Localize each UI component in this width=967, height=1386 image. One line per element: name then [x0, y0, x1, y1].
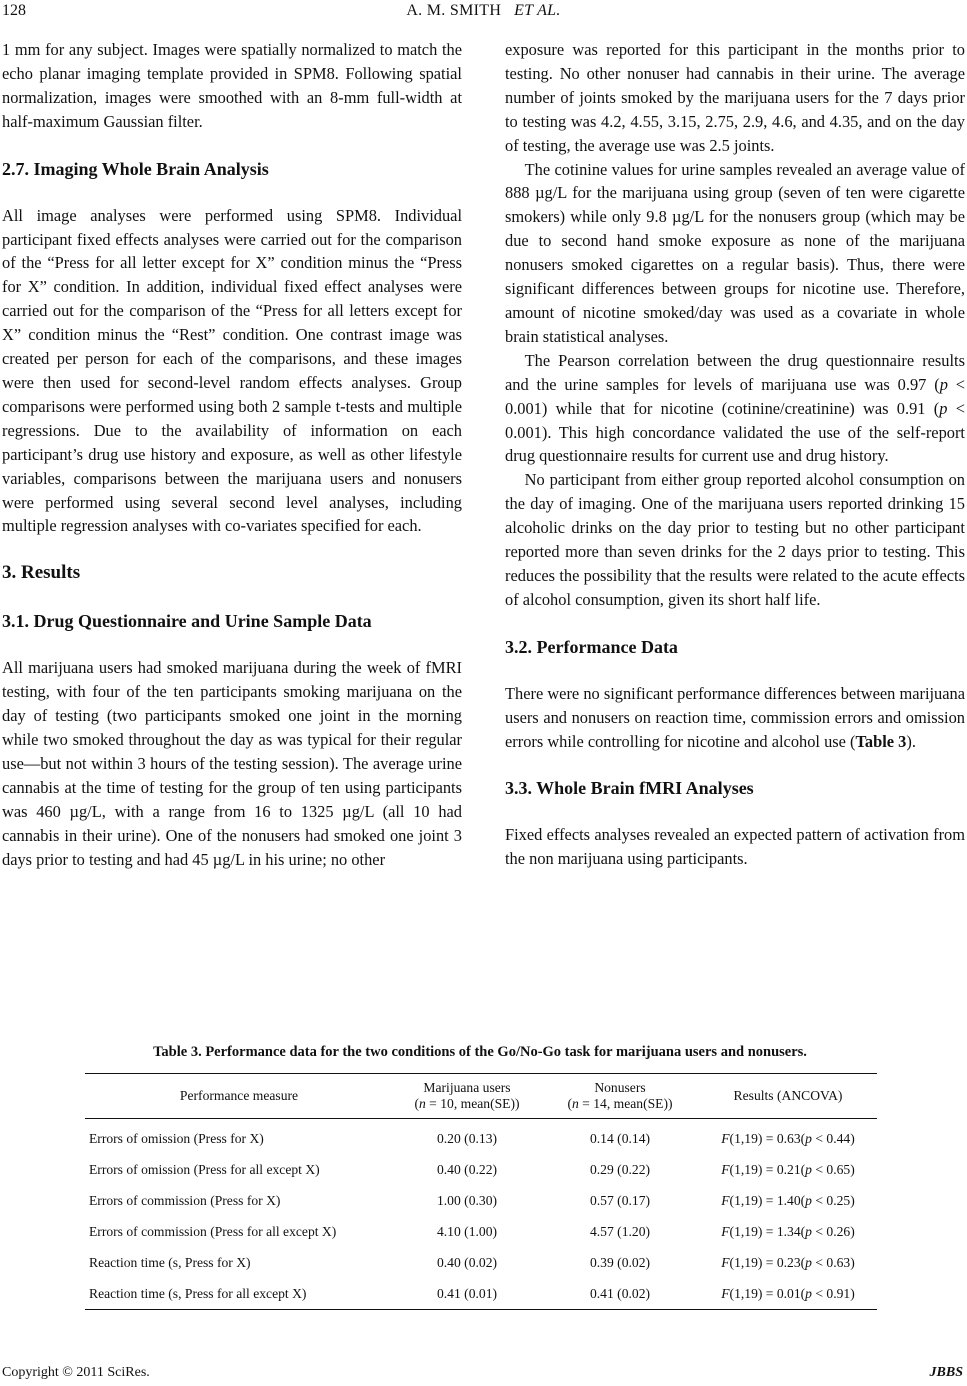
pearson-p2: p	[939, 398, 948, 418]
header-users-line2: = 10, mean(SE))	[425, 1096, 520, 1111]
perf-text-b: ).	[906, 731, 916, 751]
right-column	[505, 38, 965, 871]
cell-results	[699, 1247, 877, 1278]
cell-results-F: F	[721, 1254, 730, 1270]
cell-results-F: F	[721, 1161, 730, 1177]
cell-results-stat: (1,19) = 0.63(	[729, 1130, 806, 1146]
cell-results-p: p	[805, 1285, 812, 1301]
header-users: Marijuana users (n = 10, mean(SE))	[414, 1080, 520, 1111]
pearson-text-b: < 0.001) while that for nicotine (cotinine/creatinine) was 0.91 (	[505, 374, 965, 418]
table-row	[85, 1247, 877, 1278]
cell-nonusers: 0.41 (0.02)	[589, 1285, 651, 1301]
cell-results	[699, 1185, 877, 1216]
table-row	[85, 1154, 877, 1185]
cell-users: 0.40 (0.02)	[436, 1254, 498, 1270]
cell-results-p: p	[805, 1130, 812, 1146]
cell-results-pval: < 0.44)	[811, 1130, 855, 1146]
performance-table	[85, 1073, 877, 1310]
cell-results-stat: (1,19) = 0.01(	[729, 1285, 806, 1301]
cell-results-F: F	[721, 1223, 730, 1239]
header-results: Results (ANCOVA)	[733, 1088, 843, 1103]
header-measure: Performance measure	[179, 1088, 299, 1103]
cell-results	[699, 1278, 877, 1310]
perf-text-a: There were no significant performance differences between marijuana users and nonusers on reaction time, commission errors and omission errors while controlling for nicotine and alcohol use (	[505, 683, 965, 751]
cell-results-F: F	[721, 1130, 730, 1146]
paragraph-intro: 1 mm for any subject. Images were spatially normalized to match the echo planar imaging template provided in SPM8. Following spatial normalization, images were smoothed with an 8-mm full-width at half-maximum Gaussian filter.	[2, 40, 462, 131]
left-column	[2, 38, 462, 871]
table-caption: Table 3. Performance data for the two conditions of the Go/No-Go task for marijuana users and nonusers.	[153, 1044, 807, 1060]
paragraph-alcohol: No participant from either group reported alcohol consumption on the day of imaging. One of the marijuana users reported drinking 15 alcoholic drinks on the day prior to testing but no other participant reported more than seven drinks for the 2 days prior to testing. This reduces the possibility that the results were related to the acute effects of alcohol consumption, given its short half life.	[505, 470, 965, 609]
paragraph-3-3: Fixed effects analyses revealed an expected pattern of activation from the non marijuana using participants.	[505, 825, 965, 869]
page-number: 128	[2, 2, 26, 19]
cell-nonusers: 0.39 (0.02)	[589, 1254, 651, 1270]
pearson-text-c: < 0.001). This high concordance validated the use of the self-report drug questionnaire results for current use and drug history.	[505, 398, 966, 466]
header-nonusers-line2: = 14, mean(SE))	[578, 1096, 673, 1111]
pearson-p1: p	[939, 374, 948, 394]
header-users-line1: Marijuana users	[423, 1080, 511, 1095]
cell-nonusers: 4.57 (1.20)	[589, 1223, 651, 1239]
pearson-text-a: The Pearson correlation between the drug questionnaire results and the urine samples for levels of marijuana use was 0.97 (	[505, 350, 965, 394]
cell-users: 4.10 (1.00)	[436, 1223, 498, 1239]
paragraph-3-1: All marijuana users had smoked marijuana during the week of fMRI testing, with four of the ten participants smoking marijuana on the day of testing (two participants smoked one joint in the morning while two smoked throughout the day as was typical for their regular use―but not within 3 hours of the testing session). The average urine cannabis at the time of testing for the group of ten using participants was 460 µg/L, with a range from 16 to 1325 µg/L (all 10 had cannabis in their urine). One of the nonusers had smoked one joint 3 days prior to testing and had 45 µg/L in his urine; no other	[2, 658, 462, 869]
table-3-reference[interactable]: Table 3	[855, 731, 907, 751]
cell-users: 0.20 (0.13)	[436, 1130, 498, 1146]
table-3	[85, 1044, 877, 1310]
running-head	[0, 2, 967, 20]
paragraph-2-7: All image analyses were performed using SPM8. Individual participant fixed effects analyses were carried out for the comparison of the “Press for all letter except for X” condition minus the “Press for X” condition. In addition, individual fixed effect analyses were carried out for the comparison of the “Press for all letters except for X” condition minus the “Rest” condition. One contrast image was created per person for each of the comparisons, and these images were then used for second-level random effects analyses. Group comparisons were performed using both 2 sample t-tests and multiple regressions. Due to the availability of information on each participant’s drug use history and exposure, as well as other lifestyle variables, comparisons between the marijuana users and nonusers were performed using several second level analyses, including multiple regression analyses with co-variates specified for each.	[2, 205, 462, 536]
cell-results	[699, 1119, 877, 1155]
heading-3-1: 3.1. Drug Questionnaire and Urine Sample Data	[2, 611, 372, 632]
cell-results-p: p	[805, 1161, 812, 1177]
cell-results-pval: < 0.91)	[811, 1285, 855, 1301]
paragraph-cotinine: The cotinine values for urine samples revealed an average value of 888 µg/L for the marijuana using group (seven of ten were cigarette smokers) while only 9.8 µg/L for the nonusers group (which may be due to second hand smoke exposure as none of the marijuana nonusers smoked cigarettes on a regular basis). Thus, there were significant differences between groups for nicotine use. Therefore, amount of nicotine smoked/day was used as a covariate in whole brain statistical analyses.	[505, 159, 965, 346]
cell-results-stat: (1,19) = 0.21(	[729, 1161, 806, 1177]
cell-results-F: F	[721, 1192, 730, 1208]
cell-results-p: p	[805, 1254, 812, 1270]
cell-results-pval: < 0.63)	[811, 1254, 855, 1270]
cell-measure: Errors of commission (Press for X)	[89, 1192, 281, 1208]
cell-measure: Errors of commission (Press for all except X)	[89, 1223, 337, 1239]
cell-nonusers: 0.29 (0.22)	[589, 1161, 651, 1177]
header-nonusers-line1: Nonusers	[594, 1080, 646, 1095]
table-row	[85, 1119, 877, 1155]
paragraph-3-2	[505, 682, 965, 754]
cell-measure: Reaction time (s, Press for all except X)	[89, 1285, 307, 1301]
cell-results-p: p	[805, 1192, 812, 1208]
table-row	[85, 1278, 877, 1310]
cell-measure: Errors of omission (Press for X)	[89, 1130, 264, 1146]
cell-results	[699, 1216, 877, 1247]
heading-3-2: 3.2. Performance Data	[505, 636, 678, 657]
cell-results-stat: (1,19) = 1.40(	[729, 1192, 806, 1208]
running-head-authors: A. M. SMITH	[406, 2, 502, 19]
cell-results-stat: (1,19) = 1.34(	[729, 1223, 806, 1239]
cell-nonusers: 0.14 (0.14)	[589, 1130, 651, 1146]
cell-results-p: p	[805, 1223, 812, 1239]
header-users-n: n	[418, 1096, 426, 1111]
cell-measure: Errors of omission (Press for all except X)	[89, 1161, 320, 1177]
table-row	[85, 1216, 877, 1247]
cell-results-pval: < 0.65)	[811, 1161, 855, 1177]
cell-results-F: F	[721, 1285, 730, 1301]
header-nonusers: Nonusers (n = 14, mean(SE))	[567, 1080, 673, 1111]
table-header-row	[85, 1074, 877, 1119]
cell-users: 0.41 (0.01)	[436, 1285, 498, 1301]
footer-journal: JBBS	[929, 1365, 963, 1380]
cell-users: 1.00 (0.30)	[436, 1192, 498, 1208]
cell-results-pval: < 0.26)	[811, 1223, 855, 1239]
paragraph-pearson	[505, 349, 965, 469]
running-head-et-al: ET AL.	[514, 2, 561, 19]
paragraph-continued: exposure was reported for this participant in the months prior to testing. No other nonuser had cannabis in their urine. The average number of joints smoked by the marijuana users for the 7 days prior to testing was 4.2, 4.55, 3.15, 2.75, 2.9, 4.6, and 4.35, and on the day of testing, the average use was 2.5 joints.	[505, 40, 965, 155]
cell-nonusers: 0.57 (0.17)	[589, 1192, 651, 1208]
cell-results	[699, 1154, 877, 1185]
heading-2-7: 2.7. Imaging Whole Brain Analysis	[2, 158, 269, 179]
footer-copyright: Copyright © 2011 SciRes.	[2, 1365, 150, 1380]
header-nonusers-n: n	[571, 1096, 579, 1111]
table-row	[85, 1185, 877, 1216]
cell-users: 0.40 (0.22)	[436, 1161, 498, 1177]
heading-3-results: 3. Results	[2, 562, 81, 584]
cell-measure: Reaction time (s, Press for X)	[89, 1254, 251, 1270]
heading-3-3: 3.3. Whole Brain fMRI Analyses	[505, 778, 754, 799]
cell-results-stat: (1,19) = 0.23(	[729, 1254, 806, 1270]
cell-results-pval: < 0.25)	[811, 1192, 855, 1208]
